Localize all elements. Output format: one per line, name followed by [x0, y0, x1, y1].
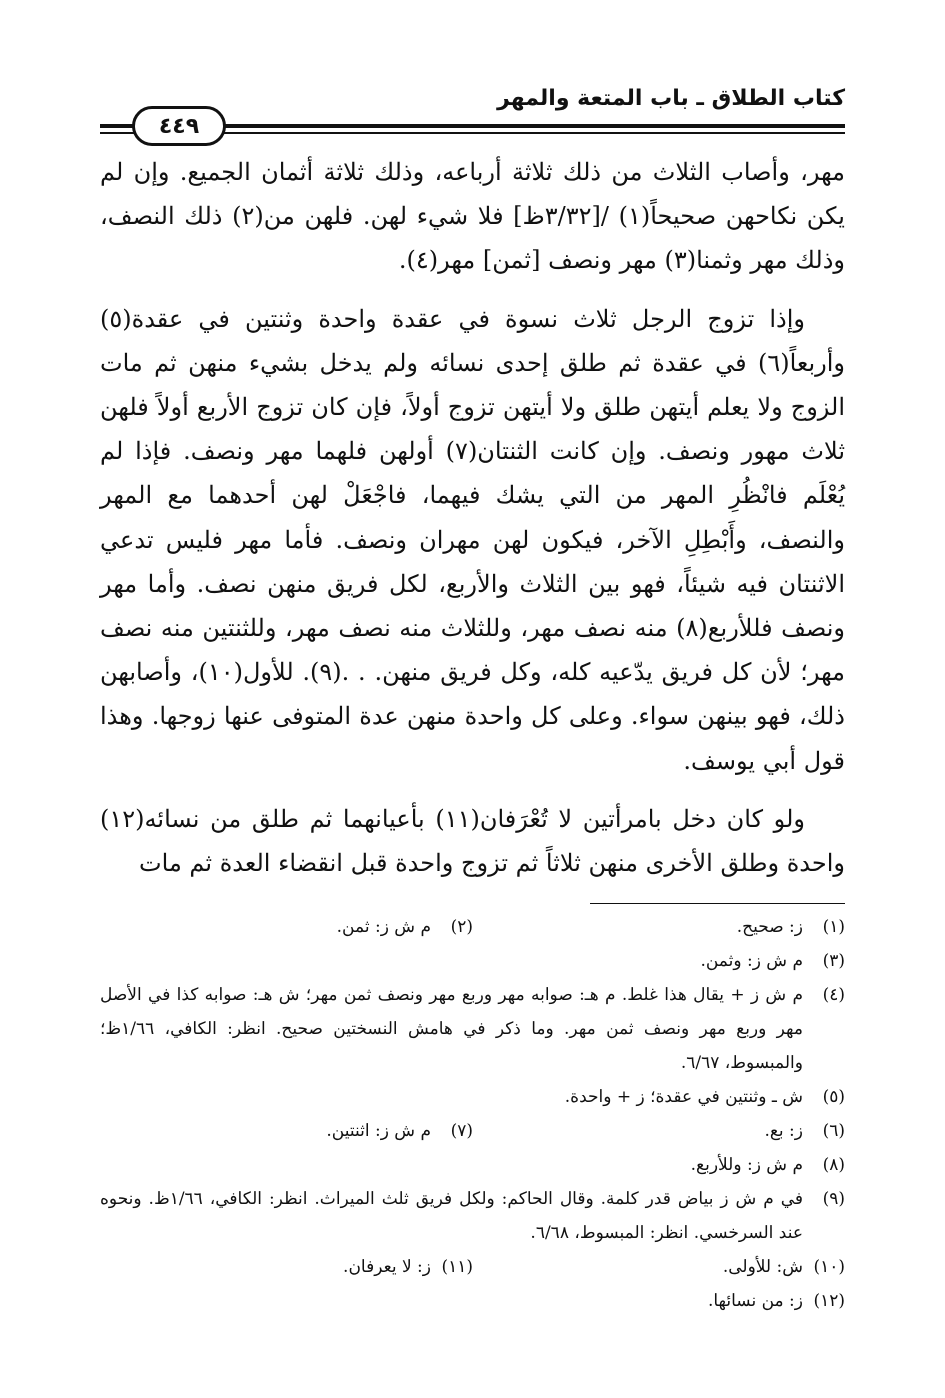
- footnote: [100, 1080, 845, 1114]
- footnote-text: م ش ز: وللأربع.: [690, 1155, 803, 1175]
- footnote-text: ش ـ وثنتين في عقدة؛ ز + واحدة.: [564, 1087, 803, 1107]
- footnote-text: م ش ز: اثنتين.: [326, 1121, 431, 1141]
- footnote: [473, 910, 845, 944]
- footnote-text: ز: صحيح.: [736, 917, 803, 937]
- footnote-number: (١١): [441, 1257, 473, 1277]
- footnote: [101, 1250, 473, 1284]
- footnote-row: [100, 910, 845, 944]
- running-title: كتاب الطلاق ـ باب المتعة والمهر: [497, 86, 845, 111]
- footnote: [100, 944, 845, 978]
- footnote-text: م ش ز: وثمن.: [700, 951, 803, 971]
- paragraph: مهر، وأصاب الثلاث من ذلك ثلاثة أرباعه، وذلك ثلاثة أثمان الجميع. وإن لم يكن نكاحهن صحيحاً(١) /[٣/٣٢ظ] فلا شيء لهن. فلهن من(٢) ذلك النصف، وذلك مهر وثمنا(٣) مهر ونصف [ثمن] مهر(٤).: [100, 158, 845, 275]
- footnote-separator: [590, 903, 845, 904]
- paragraph: وإذا تزوج الرجل ثلاث نسوة في عقدة واحدة وثنتين في عقدة(٥) وأربعاً(٦) في عقدة ثم طلق إحدى نسائه ولم يدخل بشيء منهن ثم مات الزوج ولا يعلم أيتهن طلق ولا أيتهن تزوج أولاً، فإن كان تزوج الأربع أولاً فلهن ثلاث مهور ونصف. وإن كانت الثنتان(٧) أولهن فلهما مهر ونصف. فإذا لم يُعْلَم فانْظُرِ المهر من التي يشك فيهما، فاجْعَلْ لهن أحدهما مع المهر والنصف، وأَبْطِلِ الآخر، فيكون لهن مهران ونصف. فأما مهر فليس تدعي الاثنتان فيه شيئاً، فهو بين الثلاث والأربع، لكل فريق منهن نصف. وأما مهر ونصف فللأربع(٨) منه نصف مهر، وللثلاث منه نصف مهر، وللثنتين منه نصف مهر؛ لأن كل فريق يدّعيه كله، وكل فريق منهن. . .(٩). للأول(١٠)، وأصابهن ذلك، فهو بينهن سواء. وعلى كل واحدة منهن عدة المتوفى عنها زوجها. وهذا قول أبي يوسف.: [100, 304, 845, 775]
- footnote-number: (٧): [450, 1121, 473, 1141]
- footnote: [473, 1114, 845, 1148]
- footnote-number: (١٠): [813, 1257, 845, 1277]
- footnote-row: [100, 1250, 845, 1284]
- footnote-number: (٢): [450, 917, 473, 937]
- footnote-row: [100, 1114, 845, 1148]
- footnote-number: (٦): [822, 1121, 845, 1141]
- footnotes: [100, 910, 845, 1318]
- footnote: [100, 1182, 845, 1250]
- footnote-text: ز: بع.: [764, 1121, 803, 1141]
- footnote-number: (٩): [822, 1189, 845, 1209]
- footnote-text: م ش ز + يقال هذا غلط. م هـ: صوابه مهر وربع مهر ونصف ثمن مهر؛ ش هـ: صوابه كذا في الأصل مهر وربع مهر ونصف ثمن مهر. وما ذكر في هامش النسختين صحيح. انظر: الكافي، ١/٦٦ظ؛ والمبسوط، ٦/٦٧.: [100, 985, 803, 1073]
- footnote: [100, 1284, 845, 1318]
- footnote: [100, 1148, 845, 1182]
- footnote-text: ز: من نسائها.: [707, 1291, 803, 1311]
- footnote: [473, 1250, 845, 1284]
- footnote-number: (٤): [822, 985, 845, 1005]
- paragraph: ولو كان دخل بامرأتين لا تُعْرَفان(١١) بأعيانهما ثم طلق من نسائه(١٢) واحدة وطلق الأخرى منهن ثلاثاً ثم تزوج واحدة قبل انقضاء العدة ثم مات: [100, 804, 845, 878]
- main-text: [100, 150, 845, 899]
- footnote-number: (١٢): [813, 1291, 845, 1311]
- footnote: [100, 978, 845, 1080]
- page-number: ٤٤٩: [132, 106, 226, 146]
- footnote-text: ش: للأولى.: [722, 1257, 803, 1277]
- footnote-number: (٨): [822, 1155, 845, 1175]
- footnote-text: في م ش ز بياض قدر كلمة. وقال الحاكم: ولكل فريق ثلث الميراث. انظر: الكافي، ١/٦٦ظ. ونحوه عند السرخسي. انظر: المبسوط، ٦/٦٨.: [100, 1189, 803, 1243]
- footnote-number: (١): [822, 917, 845, 937]
- footnote: [101, 910, 473, 944]
- footnote-number: (٣): [822, 951, 845, 971]
- footnote-text: م ش ز: ثمن.: [336, 917, 431, 937]
- footnote-text: ز: لا يعرفان.: [343, 1257, 431, 1277]
- footnote: [101, 1114, 473, 1148]
- footnote-number: (٥): [822, 1087, 845, 1107]
